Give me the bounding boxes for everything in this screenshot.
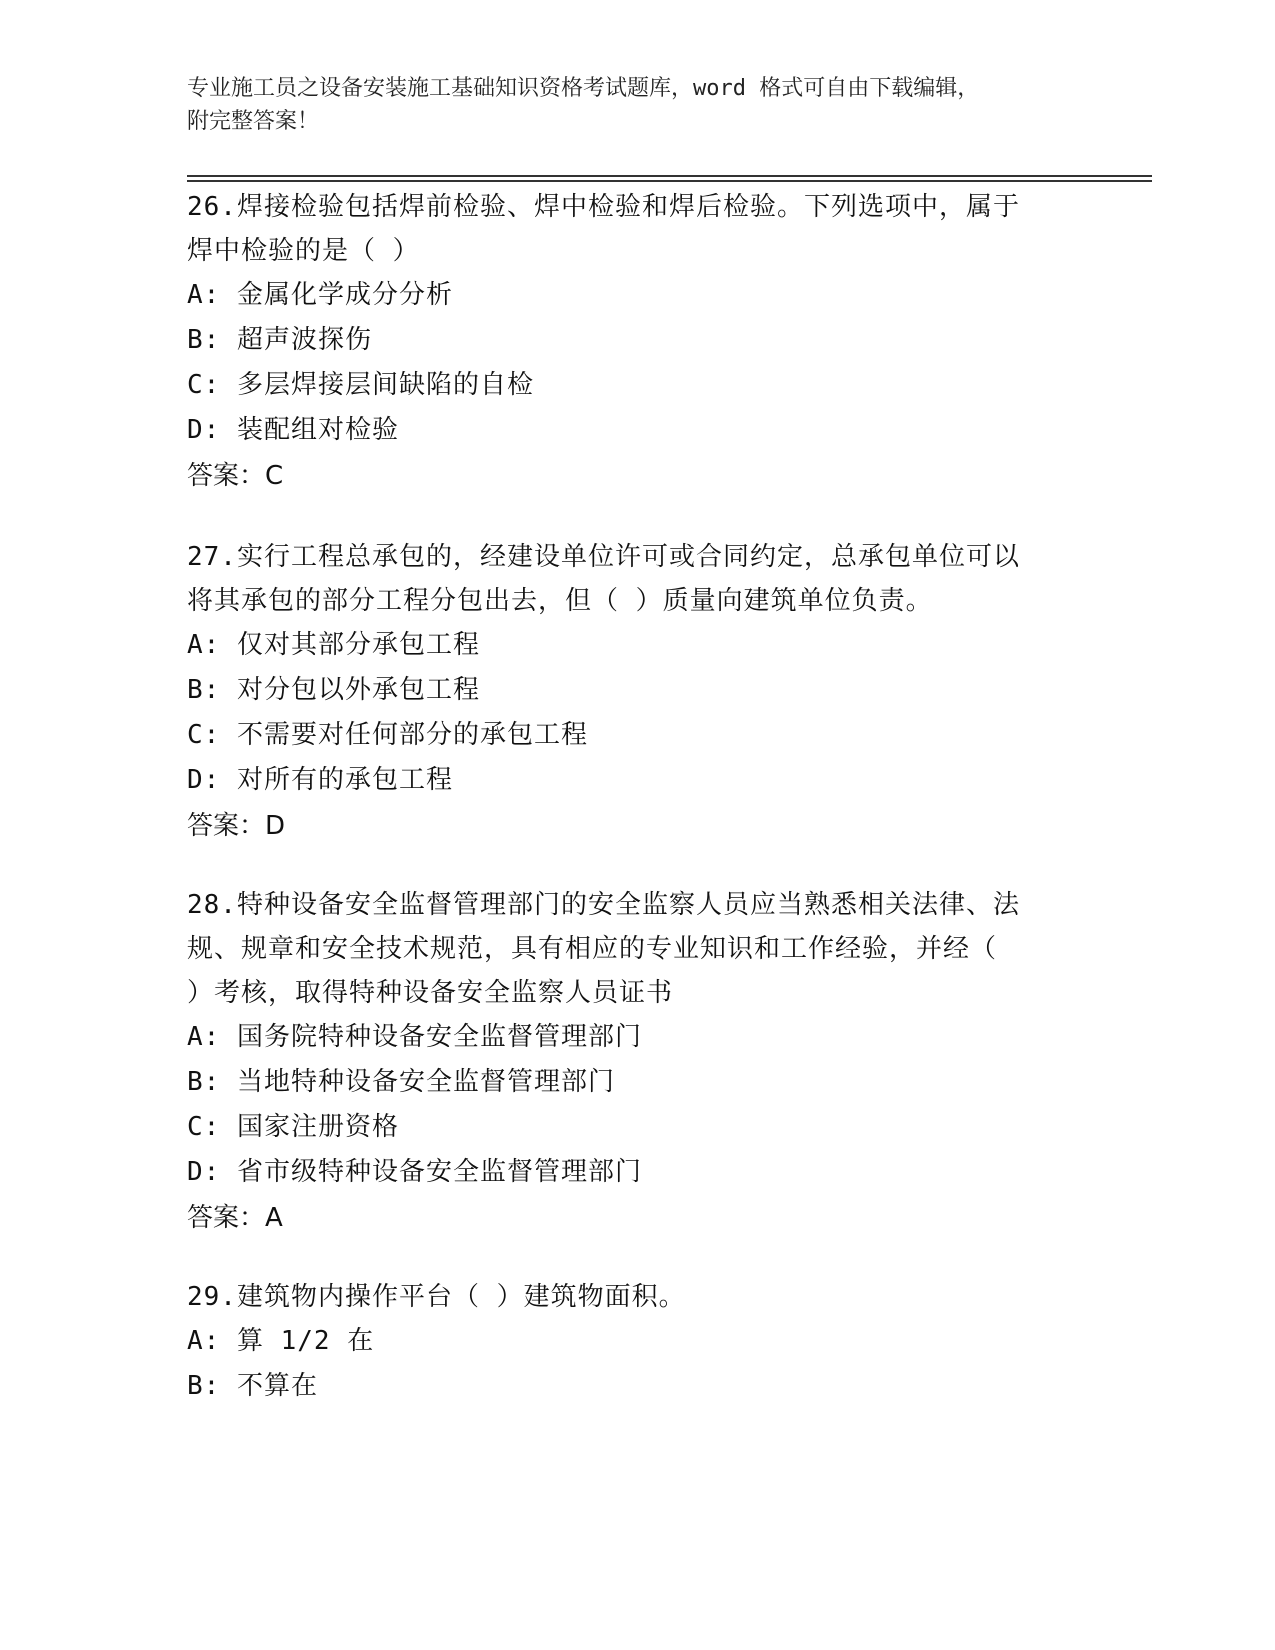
option-c: C: 不需要对任何部分的承包工程 (187, 720, 588, 750)
question-stem: 28.特种设备安全监督管理部门的安全监察人员应当熟悉相关法律、法 (187, 890, 1020, 920)
question-stem: ）考核，取得特种设备安全监察人员证书 (187, 978, 674, 1008)
header-divider (187, 175, 1152, 177)
question-stem: 29.建筑物内操作平台（ ）建筑物面积。 (187, 1282, 686, 1312)
option-d: D: 装配组对检验 (187, 415, 399, 445)
option-a: A: 算 1/2 在 (187, 1326, 375, 1356)
question-stem: 27.实行工程总承包的，经建设单位许可或合同约定，总承包单位可以 (187, 542, 1020, 572)
document-header (187, 72, 1087, 138)
question-stem: 规、规章和安全技术规范，具有相应的专业知识和工作经验，并经（ (187, 934, 998, 964)
answer: 答案：C (187, 461, 284, 491)
option-b: B: 超声波探伤 (187, 325, 372, 355)
header-line: 附完整答案！ (187, 109, 320, 134)
question-stem: 焊中检验的是（ ） (187, 236, 420, 266)
header-divider (187, 180, 1152, 182)
question-block (187, 883, 1067, 1241)
option-c: C: 国家注册资格 (187, 1112, 399, 1142)
option-a: A: 仅对其部分承包工程 (187, 630, 480, 660)
option-b: B: 不算在 (187, 1371, 318, 1401)
answer: 答案：D (187, 811, 286, 841)
option-a: A: 金属化学成分分析 (187, 280, 453, 310)
question-stem: 26.焊接检验包括焊前检验、焊中检验和焊后检验。下列选项中，属于 (187, 192, 1020, 222)
option-b: B: 当地特种设备安全监督管理部门 (187, 1067, 615, 1097)
option-a: A: 国务院特种设备安全监督管理部门 (187, 1022, 642, 1052)
option-b: B: 对分包以外承包工程 (187, 675, 480, 705)
question-block (187, 1275, 1067, 1409)
header-line: 专业施工员之设备安装施工基础知识资格考试题库，word 格式可自由下载编辑， (187, 76, 980, 101)
answer: 答案：A (187, 1203, 283, 1233)
question-block (187, 535, 1067, 849)
option-d: D: 省市级特种设备安全监督管理部门 (187, 1157, 642, 1187)
option-c: C: 多层焊接层间缺陷的自检 (187, 370, 534, 400)
question-stem: 将其承包的部分工程分包出去，但（ ）质量向建筑单位负责。 (187, 586, 933, 616)
option-d: D: 对所有的承包工程 (187, 765, 453, 795)
question-block (187, 185, 1067, 499)
